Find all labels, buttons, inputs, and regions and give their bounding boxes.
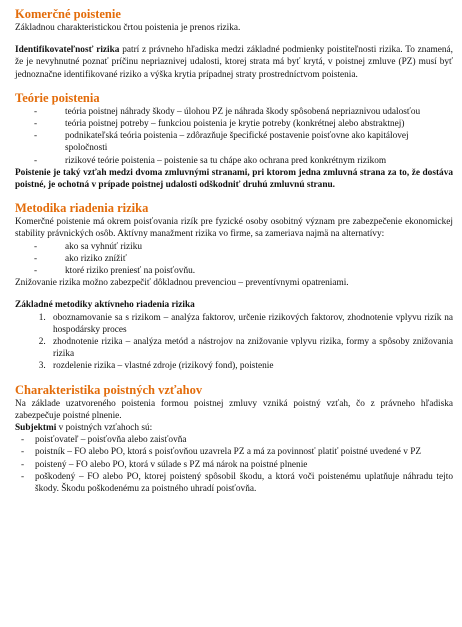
list-item: - ktoré riziko preniesť na poisťovňu. [48,265,453,277]
identifiability-text: patrí z právneho hľadiska medzi základné podmienky poistiteľnosti rizika. To znamená, že je nevyhnutné poznať príčinu nepriaznivej udalosti, ktorej strata má byť krytá, v poistnej zmluve (PZ) musí byť jednoznačne identifikované riziko a výška krytia prípadnej straty prostredníctvom poistenia. [15,45,453,80]
list-item: 1. oboznamovanie sa s rizikom – analýza faktorov, určenie rizikových faktorov, zhodnotenie vplyvu rizík na hospodársky proces [48,312,453,336]
insurance-definition [15,167,453,191]
list-item: - poisťovateľ – poisťovňa alebo zaisťovňa [21,434,453,446]
list-item: 2. zhodnotenie rizika – analýza metód a nástrojov na znižovanie vplyvu rizika, formy a spôsoby znižovania rizika [48,336,453,360]
relations-paragraph: Na základe uzatvoreného poistenia formou poistnej zmluvy vzniká poistný vzťah, čo z právneho hľadiska zabezpečuje poistné plnenie. [15,398,453,421]
list-item: - podnikateľská teória poistenia – zdôrazňuje špecifické postavenie poisťovne ako kapitálovej spoločnosti [48,130,453,154]
heading-teorie-poistenia: Teórie poistenia [15,90,100,105]
intro-paragraph: Základnou charakteristickou črtou poistenia je prenos rizika. [15,23,241,33]
prevention-paragraph: Znižovanie rizika možno zabezpečiť dôkladnou prevenciou – preventívnymi opatreniami. [15,278,349,289]
list-item: - teória poistnej potreby – funkciou poistenia je krytie potreby (konkrétnej alebo abstraktnej) [48,118,453,130]
alternatives-list [15,241,453,278]
list-item: - teória poistnej náhrady škody – úlohou PZ je náhrada škody spôsobená nepriaznivou udalosťou [48,106,453,118]
heading-komercne-poistenie: Komerčné poistenie [15,7,121,21]
subjects-intro [15,422,453,434]
list-item: - rizikové teórie poistenia – poistenie sa tu chápe ako ochrana pred konkrétnym rizikom [48,155,453,167]
list-item: - poistník – FO alebo PO, ktorá s poisťovňou uzavrela PZ a má za povinnosť platiť poistné uvedené v PZ [21,446,453,458]
insurance-definition-text: Poistenie je taký vzťah medzi dvoma zmluvnými stranami, pri ktorom jedna zmluvná strana za to, že dostáva poistné, je ochotná v prípade poistnej udalosti odškodniť druhú zmluvnú stranu. [15,167,453,191]
identifiability-term: Identifikovateľnosť rizika [15,45,120,56]
theories-list [15,106,453,167]
identifiability-paragraph [15,44,453,81]
list-item: - ako sa vyhnúť riziku [48,241,453,253]
list-item: - ako riziko znížiť [48,253,453,265]
subjects-list [15,434,453,495]
methods-subheading [15,299,453,311]
subjects-text: v poistných vzťahoch sú: [56,423,153,434]
subjects-term: Subjektmi [15,423,57,434]
risk-management-paragraph: Komerčné poistenie má okrem poisťovania rizík pre fyzické osoby osobitný význam pre zabezpečenie ekonomickej stability právnických osôb. Aktívny manažment rizika vo firme, sa zameriava najmä na alternatívy: [15,217,453,240]
list-item: 3. rozdelenie rizika – vlastné zdroje (rizikový fond), poistenie [48,360,453,372]
list-item: - poistený – FO alebo PO, ktorá v súlade s PZ má nárok na poistné plnenie [21,459,453,471]
heading-charakteristika-poistnych-vztahov: Charakteristika poistných vzťahov [15,382,203,397]
methods-subheading-text: Základné metodiky aktívneho riadenia rizika [15,300,195,311]
heading-metodika-riadenia-rizika: Metodika riadenia rizika [15,201,149,216]
methods-list [15,312,453,373]
list-item: - poškodený – FO alebo PO, ktorej poistený spôsobil škodu, a ktorá voči poistenému uplatňuje náhradu tejto škody. Škodu poškodenému za poistného uhradí poisťovňa. [21,471,453,495]
